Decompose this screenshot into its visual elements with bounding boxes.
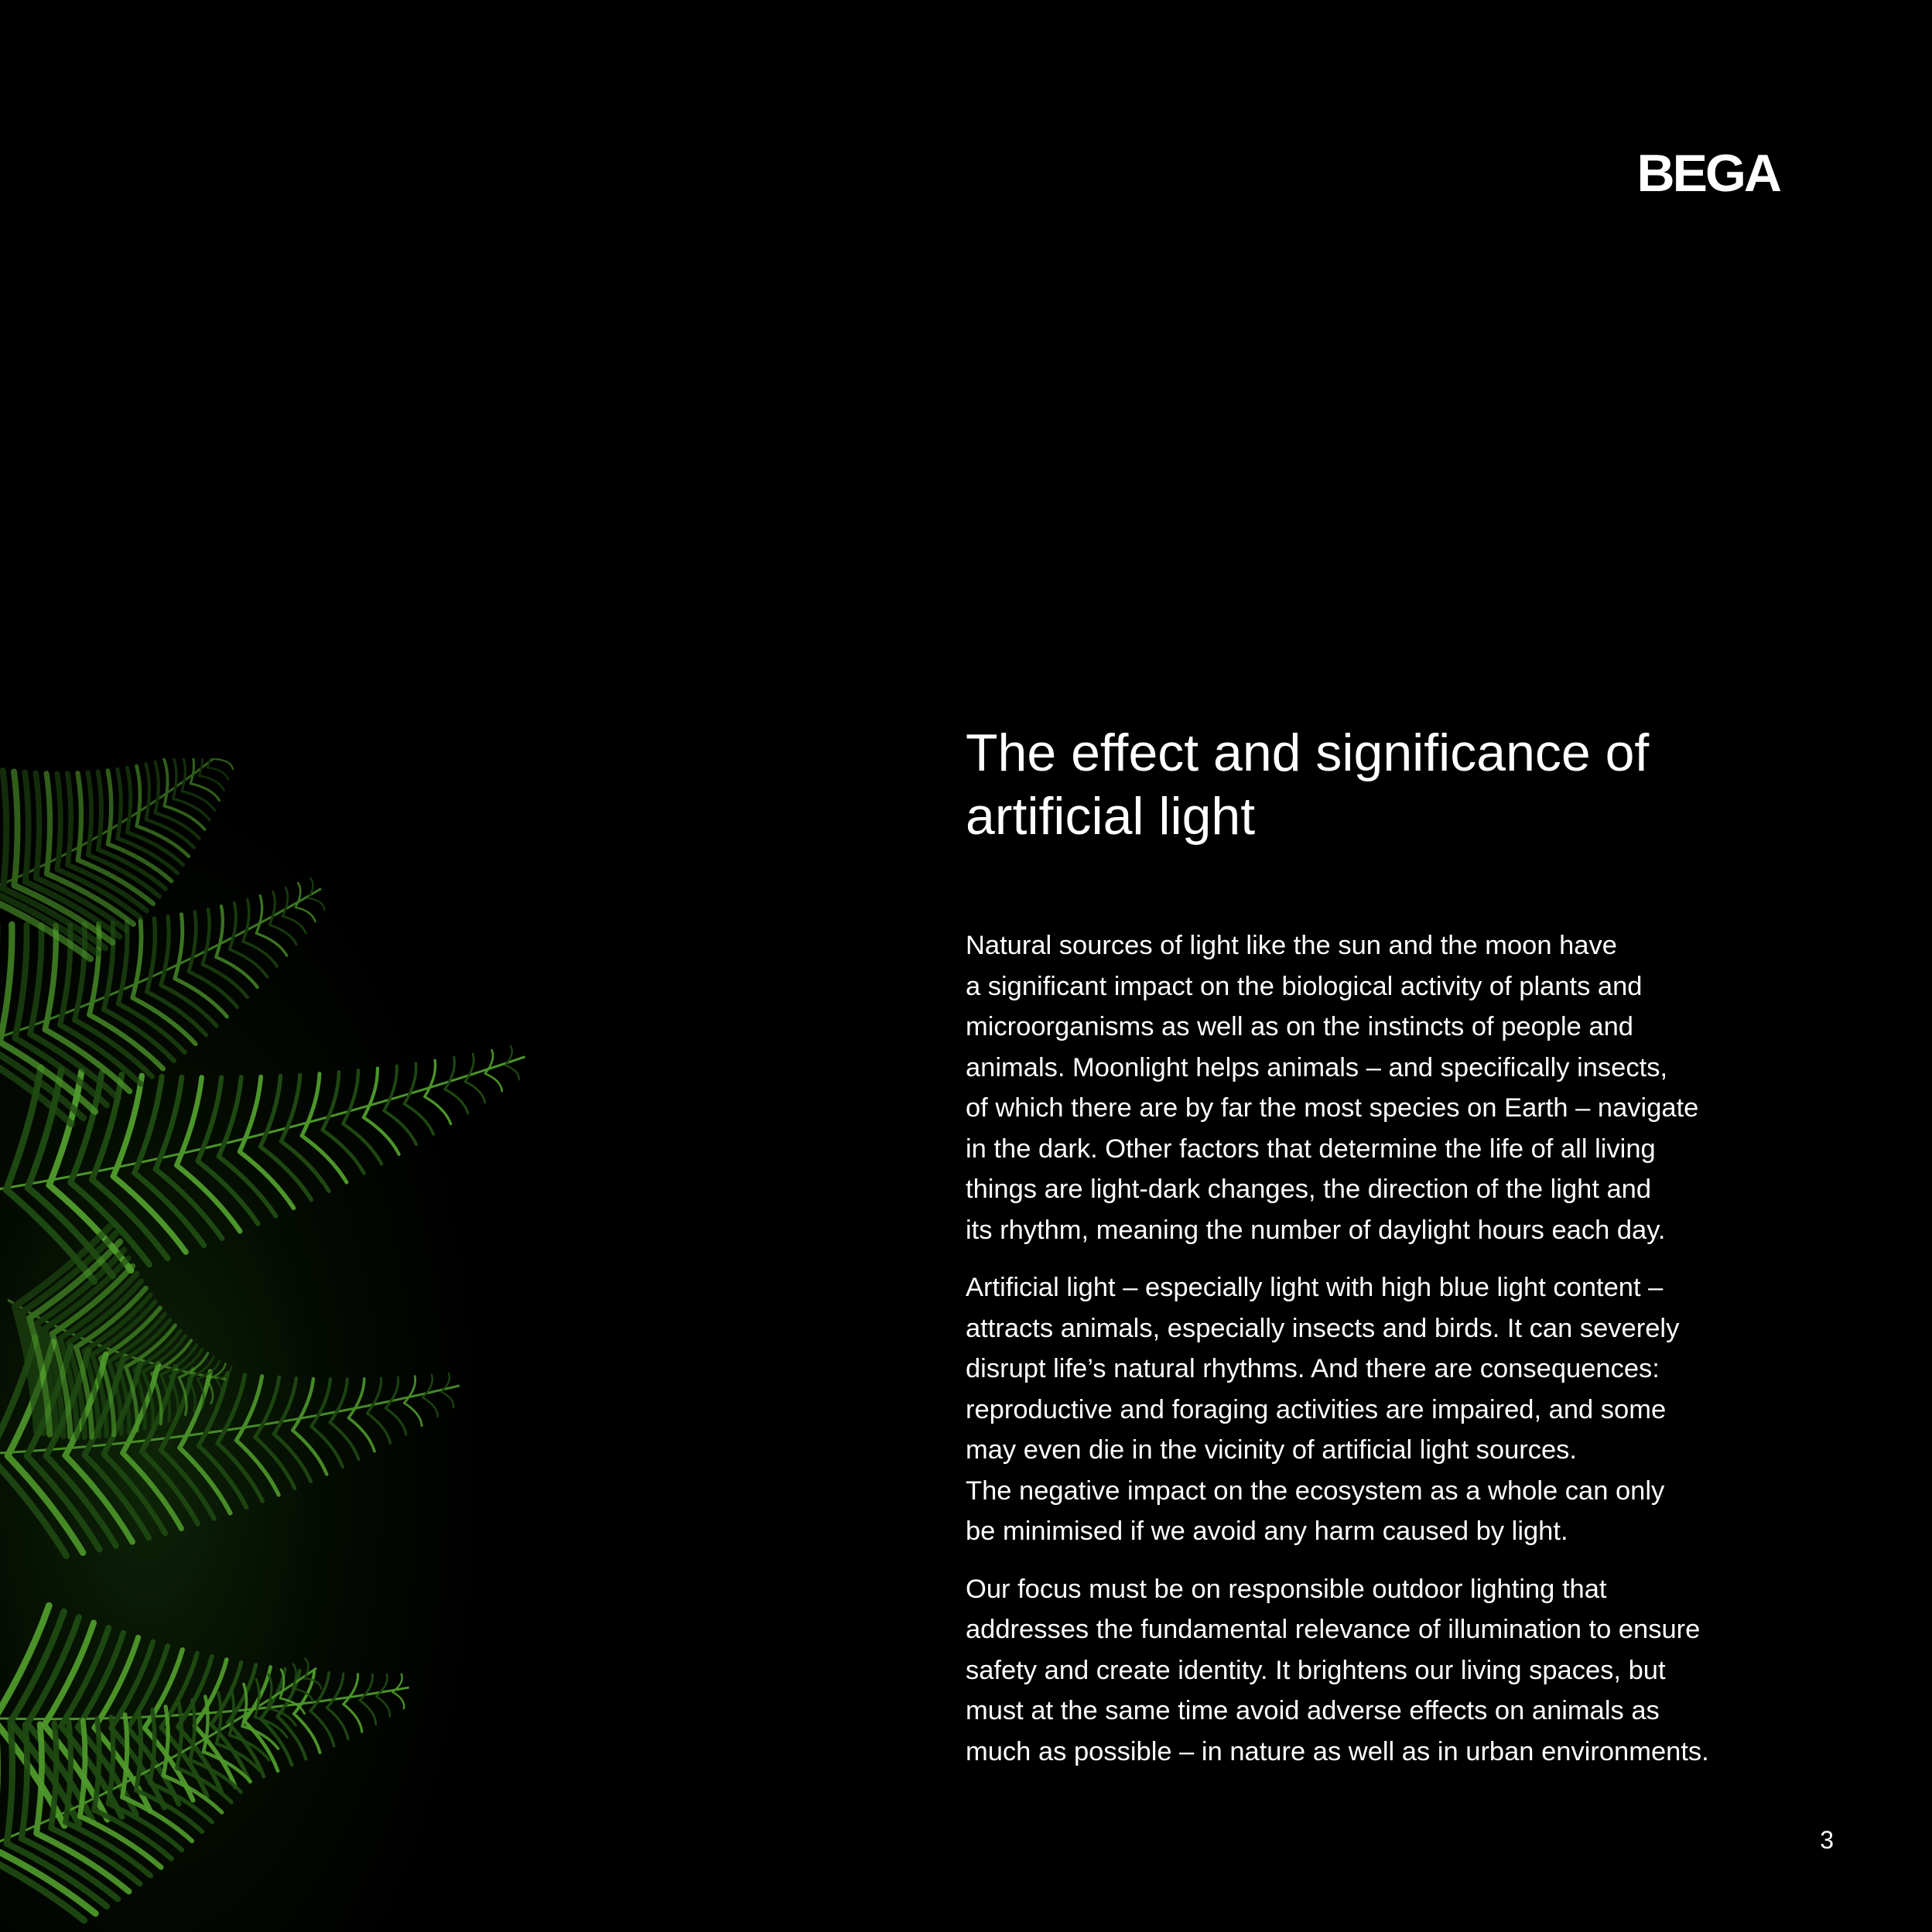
paragraph-responsible-lighting: Our focus must be on responsible outdoor lighting that addresses the fundamental relevance of illumination to ensure safety and create identity. It brightens our living spaces, but must at the same time avoid adverse effects on animals as much as possible – in nature as well as in urban environments. [966,1574,1709,1766]
paragraph-artificial-light: Artificial light – especially light with high blue light content – attracts animals, especially insects and birds. It can severely disrupt life’s natural rhythms. And there are consequences: reproductive and foraging activities are impaired, and some may even die in the vicinity of artificial light sources. The negative impact on the ecosystem as a whole can only be minimised if we avoid any harm caused by light. [966,1273,1680,1546]
page-number: 3 [1820,1826,1834,1854]
fern-leaves-photo [0,758,588,1932]
article-body [966,925,1747,1789]
bega-logo: BEGA [1636,144,1780,203]
page-title: The effect and significance of artificial light [966,723,1650,846]
paragraph-natural-light: Natural sources of light like the sun and the moon have a significant impact on the biological activity of plants and microorganisms as well as on the instincts of people and animals. Moonlight helps animals – and specifically insects, of which there are by far the most species on Earth – navigate in the dark. Other factors that determine the life of all living things are light-dark changes, the direction of the light and its rhythm, meaning the number of daylight hours each day. [966,931,1699,1245]
